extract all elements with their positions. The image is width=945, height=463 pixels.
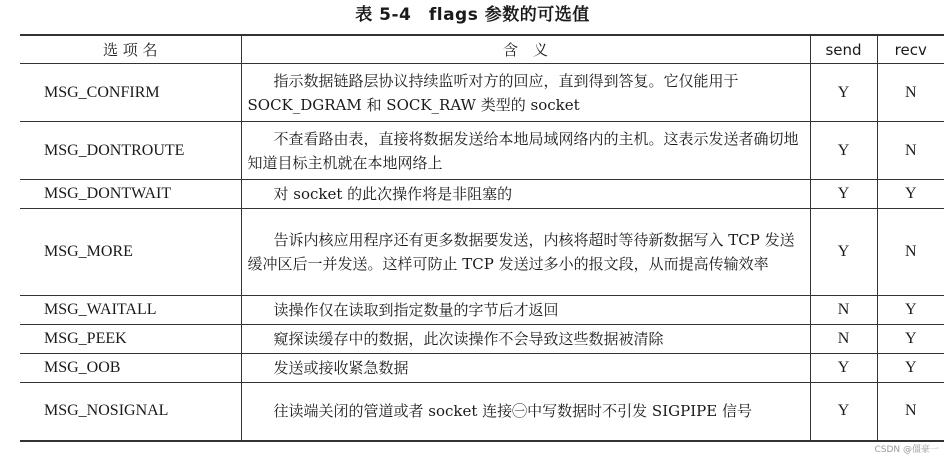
table-row <box>20 325 944 354</box>
meaning-cell <box>241 209 810 296</box>
recv-cell: N <box>877 122 944 180</box>
recv-cell: Y <box>877 325 944 354</box>
option-cell: MSG_OOB <box>20 354 241 383</box>
send-cell: Y <box>810 122 877 180</box>
meaning-cell <box>241 122 810 180</box>
table-header-row <box>20 35 944 64</box>
meaning-text: 往读端关闭的管道或者 socket 连接㊀中写数据时不引发 SIGPIPE 信号 <box>273 402 752 421</box>
option-cell: MSG_WAITALL <box>20 296 241 325</box>
meaning-text: 发送或接收紧急数据 <box>273 359 409 377</box>
table-row <box>20 64 944 122</box>
option-cell: MSG_CONFIRM <box>20 64 241 122</box>
header-option: 选 项 名 <box>20 35 241 64</box>
option-cell: MSG_NOSIGNAL <box>20 383 241 441</box>
recv-cell: N <box>877 383 944 441</box>
table-row <box>20 383 944 441</box>
send-cell: Y <box>810 180 877 209</box>
send-cell: Y <box>810 383 877 441</box>
meaning-cell <box>241 64 810 122</box>
recv-cell: Y <box>877 354 944 383</box>
table-row <box>20 180 944 209</box>
meaning-text: 对 socket 的此次操作将是非阻塞的 <box>273 185 513 203</box>
send-cell: N <box>810 296 877 325</box>
table-row <box>20 354 944 383</box>
watermark: CSDN @僵豪一 <box>874 445 939 455</box>
meaning-text: 不查看路由表，直接将数据发送给本地局域网络内的主机。这表示发送者确切地知道目标主机就在本地网络上 <box>247 129 799 172</box>
option-cell: MSG_DONTROUTE <box>20 122 241 180</box>
meaning-cell <box>241 180 810 209</box>
table-title: 表 5-4 flags 参数的可选值 <box>355 5 590 25</box>
table-row <box>20 122 944 180</box>
meaning-cell <box>241 383 810 441</box>
meaning-cell <box>241 296 810 325</box>
send-cell: Y <box>810 64 877 122</box>
flags-table <box>20 34 944 442</box>
option-cell: MSG_MORE <box>20 209 241 296</box>
meaning-text: 告诉内核应用程序还有更多数据要发送，内核将超时等待新数据写入 TCP 发送缓冲区后一并发送。这样可防止 TCP 发送过多小的报文段，从而提高传输效率 <box>247 231 795 273</box>
meaning-cell <box>241 325 810 354</box>
send-cell: N <box>810 325 877 354</box>
recv-cell: N <box>877 209 944 296</box>
recv-cell: N <box>877 64 944 122</box>
meaning-text: 窥探读缓存中的数据，此次读操作不会导致这些数据被清除 <box>273 330 664 348</box>
table-row <box>20 209 944 296</box>
header-send: send <box>810 35 877 64</box>
header-meaning: 含 义 <box>241 35 810 64</box>
recv-cell: Y <box>877 180 944 209</box>
recv-cell: Y <box>877 296 944 325</box>
option-cell: MSG_DONTWAIT <box>20 180 241 209</box>
meaning-text: 指示数据链路层协议持续监听对方的回应，直到得到答复。它仅能用于 SOCK_DGRAM 和 SOCK_RAW 类型的 socket <box>247 71 739 114</box>
option-cell: MSG_PEEK <box>20 325 241 354</box>
table-row <box>20 296 944 325</box>
send-cell: Y <box>810 209 877 296</box>
send-cell: Y <box>810 354 877 383</box>
header-recv: recv <box>877 35 944 64</box>
meaning-cell <box>241 354 810 383</box>
meaning-text: 读操作仅在读取到指定数量的字节后才返回 <box>273 301 559 319</box>
